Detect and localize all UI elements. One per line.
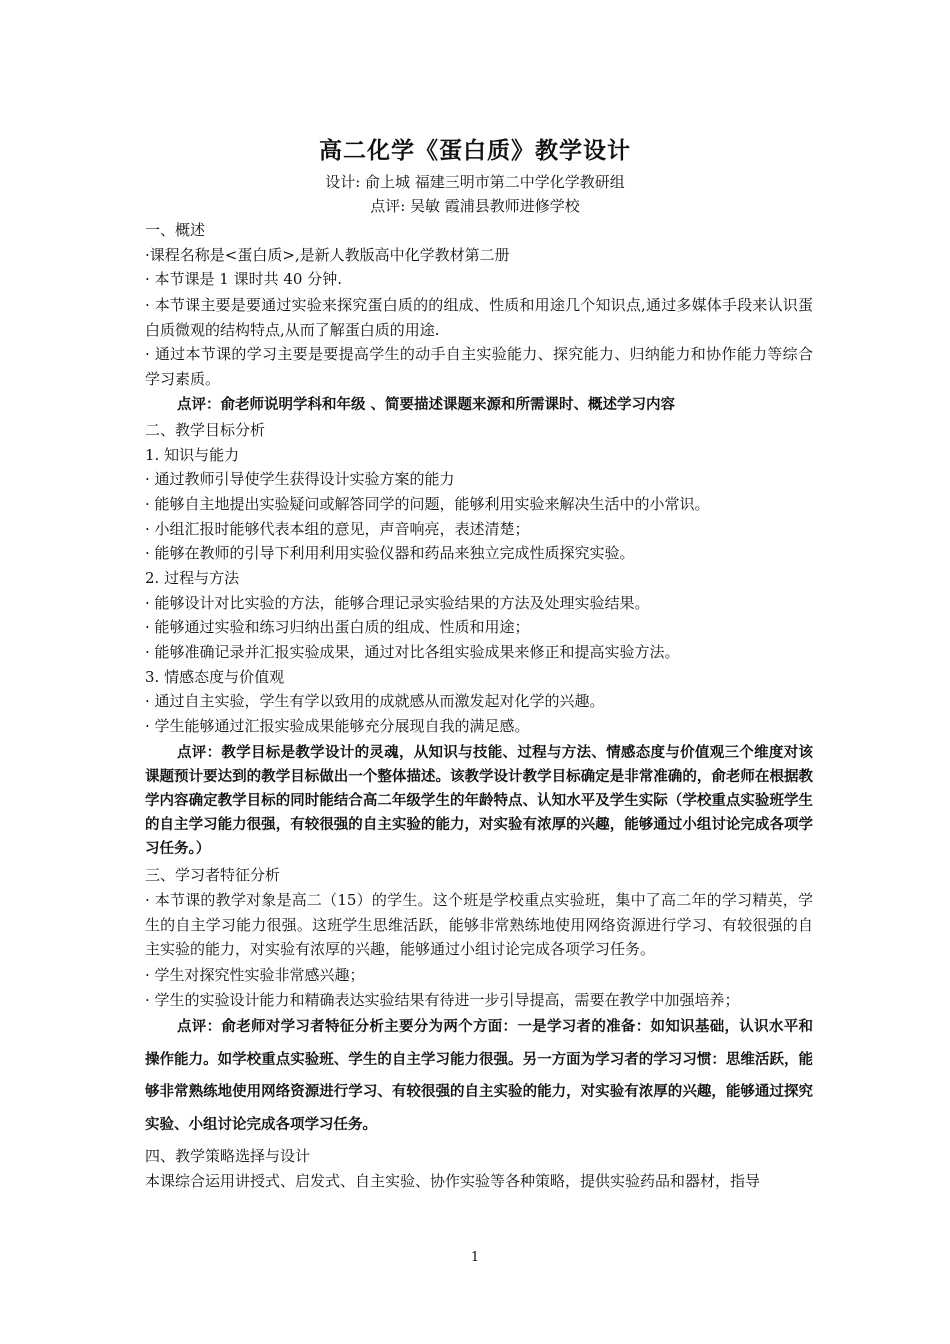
section-2-heading: 二、教学目标分析 <box>145 421 266 439</box>
objective-item: · 能够准确记录并汇报实验成果，通过对比各组实验成果来修正和提高实验方法。 <box>145 643 680 661</box>
review-comment: 点评：俞老师对学习者特征分析主要分为两个方面：一是学习者的准备：如知识基础，认识水平和操作能力。如学校重点实验班、学生的自主学习能力很强。另一方面为学习者的学习习惯：思维活跃，能够非常熟练地使用网络资源进行学习、有较很强的自主实验的能力，对实验有浓厚的兴趣，能够通过探究实验、小组讨论完成各项学习任务。 <box>145 1018 813 1133</box>
overview-item: · 本节课是 1 课时共 40 分钟. <box>145 270 343 288</box>
overview-paragraph: · 本节课主要是要通过实验来探究蛋白质的的组成、性质和用途几个知识点,通过多媒体手段来认识蛋白质微观的结构特点,从而了解蛋白质的用途. <box>145 296 813 339</box>
overview-paragraph: · 通过本节课的学习主要是要提高学生的动手自主实验能力、探究能力、归纳能力和协作能力等综合学习素质。 <box>145 345 813 388</box>
page-number: 1 <box>470 1250 480 1265</box>
objective-item: · 学生能够通过汇报实验成果能够充分展现自我的满足感。 <box>145 717 530 735</box>
objective-item: · 小组汇报时能够代表本组的意见，声音响亮，表述清楚； <box>145 520 530 538</box>
document-title: 高二化学《蛋白质》教学设计 <box>319 137 631 164</box>
designer-line: 设计: 俞上城 福建三明市第二中学化学教研组 <box>325 173 625 191</box>
objective-item: · 能够自主地提出实验疑问或解答同学的问题，能够利用实验来解决生活中的小常识。 <box>145 495 710 513</box>
learner-item: · 学生的实验设计能力和精确表达实验结果有待进一步引导提高，需要在教学中加强培养； <box>145 991 740 1009</box>
review-comment: 点评：教学目标是教学设计的灵魂，从知识与技能、过程与方法、情感态度与价值观三个维度对该课题预计要达到的教学目标做出一个整体描述。该教学设计教学目标确定是非常准确的，俞老师在根据教学内容确定教学目标的同时能结合高二年级学生的年龄特点、认知水平及学生实际（学校重点实验班学生的自主学习能力很强，有较很强的自主实验的能力，对实验有浓厚的兴趣，能够通过小组讨论完成各项学习任务。） <box>145 744 813 857</box>
objective-item: · 通过教师引导使学生获得设计实验方案的能力 <box>145 470 455 488</box>
objective-item: · 通过自主实验，学生有学以致用的成就感从而激发起对化学的兴趣。 <box>145 692 605 710</box>
strategy-paragraph: 本课综合运用讲授式、启发式、自主实验、协作实验等各种策略，提供实验药品和器材，指导 <box>145 1172 761 1190</box>
section-3-heading: 三、学习者特征分析 <box>145 866 281 884</box>
objective-item: · 能够通过实验和练习归纳出蛋白质的组成、性质和用途； <box>145 618 530 636</box>
subsection-heading: 1. 知识与能力 <box>145 446 240 464</box>
subsection-heading: 3. 情感态度与价值观 <box>145 668 285 686</box>
section-1-heading: 一、概述 <box>145 221 206 239</box>
objective-item: · 能够在教师的引导下利用利用实验仪器和药品来独立完成性质探究实验。 <box>145 544 635 562</box>
reviewer-line: 点评: 吴敏 霞浦县教师进修学校 <box>370 197 580 215</box>
objective-item: · 能够设计对比实验的方法，能够合理记录实验结果的方法及处理实验结果。 <box>145 594 650 612</box>
overview-item: ·课程名称是<蛋白质>,是新人教版高中化学教材第二册 <box>145 246 510 264</box>
learner-paragraph: · 本节课的教学对象是高二（15）的学生。这个班是学校重点实验班，集中了高二年的学习精英，学生的自主学习能力很强。这班学生思维活跃，能够非常熟练地使用网络资源进行学习、有较很强的自主实验的能力，对实验有浓厚的兴趣，能够通过小组讨论完成各项学习任务。 <box>145 891 813 958</box>
section-4-heading: 四、教学策略选择与设计 <box>145 1147 311 1165</box>
learner-item: · 学生对探究性实验非常感兴趣； <box>145 966 365 984</box>
review-comment: 点评：俞老师说明学科和年级 、简要描述课题来源和所需课时、概述学习内容 <box>177 396 676 413</box>
subsection-heading: 2. 过程与方法 <box>145 569 240 587</box>
